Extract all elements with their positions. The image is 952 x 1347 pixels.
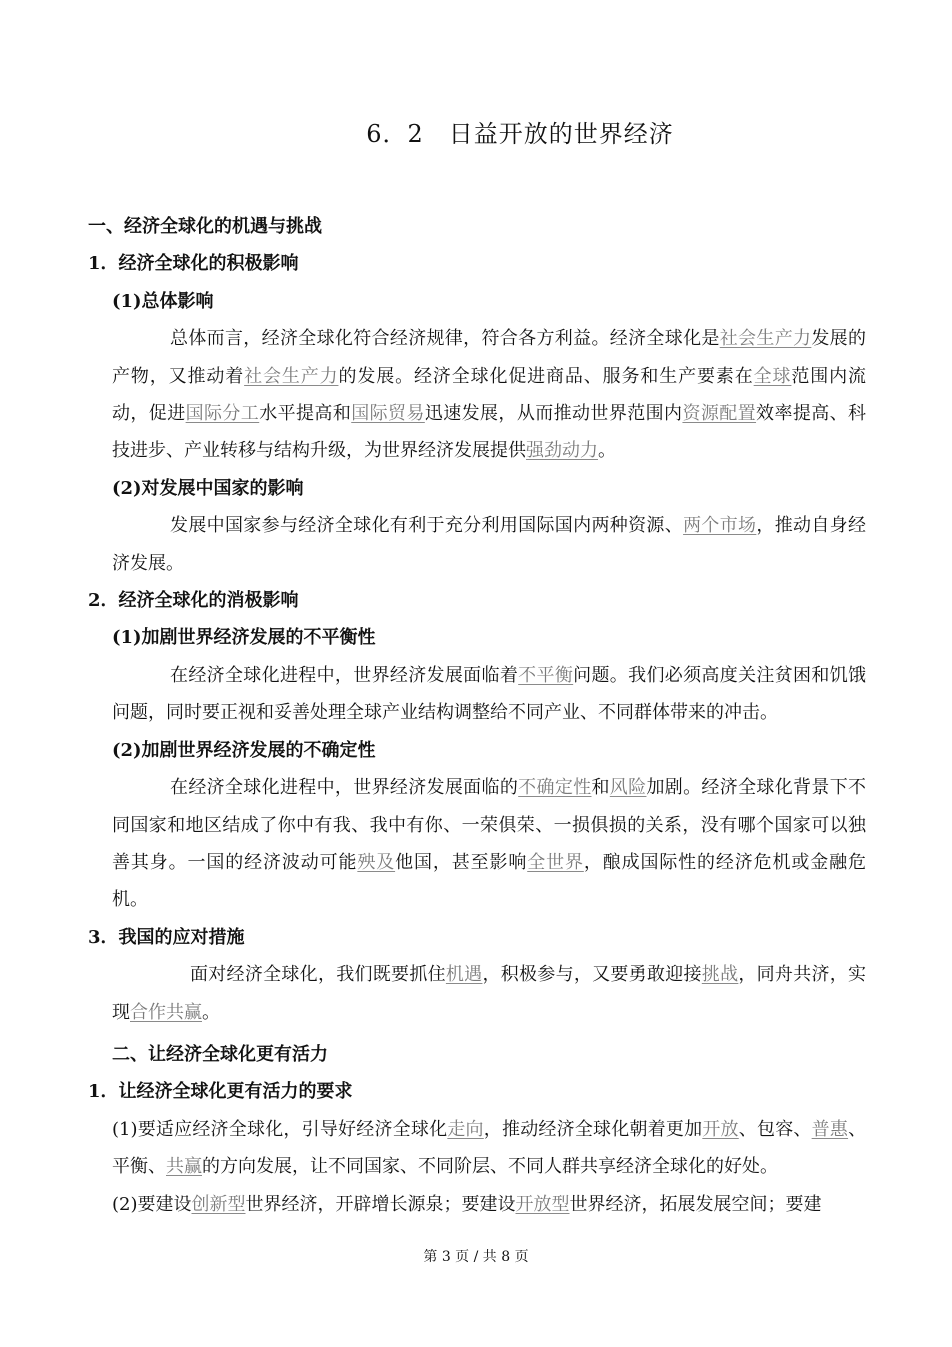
underlined-keyword: 殃及	[357, 851, 396, 873]
text-segment: 他国，甚至影响	[395, 851, 528, 873]
text-segment: 迅速发展，从而推动世界范围内	[424, 403, 683, 425]
page-footer: 第 3 页 / 共 8 页	[423, 1249, 529, 1265]
subsection-heading: (1)加剧世界经济发展的不平衡性	[112, 627, 376, 649]
underlined-keyword: 不确定性	[518, 777, 592, 799]
document-body	[88, 208, 866, 1223]
underlined-keyword: 共赢	[166, 1156, 202, 1178]
text-segment: 总体而言，经济全球化符合经济规律，符合各方利益。经济全球化是	[170, 328, 720, 350]
underlined-keyword: 机遇	[445, 964, 483, 986]
subsection-heading: (2)对发展中国家的影响	[112, 477, 304, 499]
section-heading: 一、经济全球化的机遇与挑战	[88, 216, 322, 237]
underlined-keyword: 挑战	[701, 964, 739, 986]
text-segment: 、包容、	[738, 1118, 812, 1140]
text-segment: 范围内流动，促进	[112, 365, 867, 425]
text-segment: ，同舟共济，实现	[112, 964, 867, 1023]
underlined-keyword: 两个市场	[683, 515, 757, 537]
subsection-heading: (1)总体影响	[112, 290, 214, 312]
text-segment: ，推动自身经济发展。	[112, 515, 866, 574]
paragraph	[88, 769, 866, 919]
section-heading: 2．经济全球化的消极影响	[88, 590, 299, 612]
underlined-keyword: 开放型	[515, 1193, 570, 1215]
underlined-keyword: 合作共赢	[130, 1001, 202, 1023]
underlined-keyword: 走向	[447, 1118, 484, 1140]
text-segment: 发展中国家参与经济全球化有利于充分利用国际国内两种资源、	[170, 515, 684, 537]
underlined-keyword: 开放	[702, 1118, 739, 1140]
underlined-keyword: 资源配置	[682, 403, 757, 425]
paragraph	[88, 320, 866, 470]
underlined-keyword: 社会生产力	[244, 365, 339, 387]
underlined-keyword: 创新型	[191, 1193, 246, 1215]
paragraph	[88, 507, 866, 582]
text-segment: 的方向发展，让不同国家、不同阶层、不同人群共享经济全球化的好处。	[202, 1156, 778, 1178]
underlined-keyword: 普惠	[811, 1118, 849, 1140]
text-segment: ，推动经济全球化朝着更加	[483, 1118, 703, 1140]
underlined-keyword: 国际分工	[185, 403, 260, 425]
text-segment: (2)要建设	[112, 1193, 192, 1215]
text-segment: 世界经济，开辟增长源泉；要建设	[245, 1193, 516, 1215]
subsection-heading: (2)加剧世界经济发展的不确定性	[112, 739, 376, 761]
text-segment: 和	[591, 777, 610, 799]
paragraph	[88, 1186, 866, 1223]
paragraph	[88, 657, 866, 732]
underlined-keyword: 全球	[753, 365, 792, 387]
text-segment: 。	[202, 1001, 220, 1023]
section-heading: 3．我国的应对措施	[88, 926, 245, 948]
paragraph	[88, 956, 866, 1031]
section-heading: 二、让经济全球化更有活力	[112, 1043, 328, 1065]
text-segment: 在经济全球化进程中，世界经济发展面临的	[170, 777, 519, 799]
text-segment: 加剧。经济全球化背景下不同国家和地区结成了你中有我、我中有你、一荣俱荣、一损俱损的关系，没有哪个国家可以独善其身。一国的经济波动可能	[112, 777, 867, 873]
text-segment: 在经济全球化进程中，世界经济发展面临着	[170, 664, 519, 686]
text-segment: (1)要适应经济全球化，引导好经济全球化	[112, 1118, 448, 1140]
text-segment: 问题。我们必须高度关注贫困和饥饿问题，同时要正视和妥善处理全球产业结构调整给不同产业、不同群体带来的冲击。	[112, 664, 867, 724]
text-segment: 水平提高和	[259, 403, 352, 425]
underlined-keyword: 社会生产力	[719, 328, 812, 350]
text-segment: 、平衡、	[112, 1118, 867, 1178]
underlined-keyword: 国际贸易	[351, 403, 425, 425]
paragraph	[88, 1111, 866, 1186]
underlined-keyword: 不平衡	[518, 664, 574, 686]
text-segment: 。	[598, 440, 616, 462]
text-segment: 世界经济，拓展发展空间；要建	[569, 1193, 822, 1215]
underlined-keyword: 强劲动力	[526, 440, 598, 462]
section-heading: 1．经济全球化的积极影响	[88, 253, 299, 275]
text-segment: 效率提高、科技进步、产业转移与结构升级，为世界经济发展提供	[112, 403, 867, 462]
text-segment: ，积极参与，又要勇敢迎接	[482, 964, 702, 986]
underlined-keyword: 风险	[609, 777, 647, 799]
text-segment: 面对经济全球化，我们既要抓住	[190, 964, 446, 986]
page-title: 6．2 日益开放的世界经济	[366, 120, 674, 148]
text-segment: 的发展。经济全球化促进商品、服务和生产要素在	[338, 365, 754, 387]
underlined-keyword: 全世界	[527, 851, 584, 873]
section-heading: 1．让经济全球化更有活力的要求	[88, 1081, 353, 1103]
text-segment: 发展的产物，又推动着	[112, 328, 867, 387]
text-segment: ，酿成国际性的经济危机或金融危机。	[112, 851, 867, 911]
